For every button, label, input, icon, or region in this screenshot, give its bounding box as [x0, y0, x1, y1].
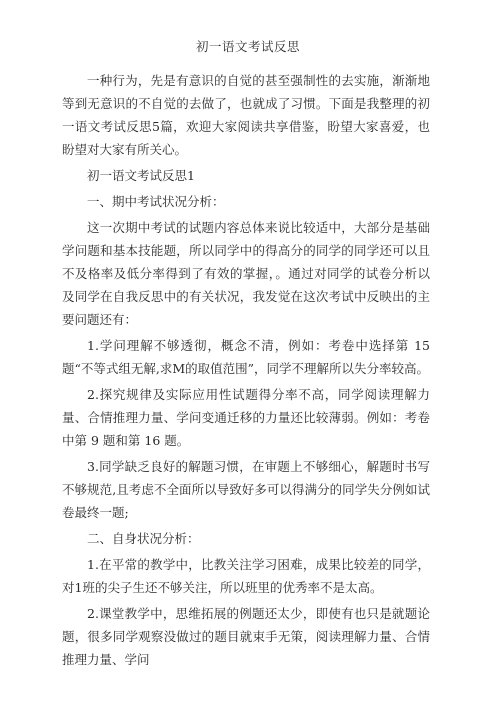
- section-heading-self-analysis: 二、自身状况分析：: [87, 531, 200, 546]
- list-item-self-2: 2.课堂教学中，思维拓展的例题还太少，即使有也只是就题论题，很多同学观察没做过的题目就束手无策，阅读理解力量、合情推理力量、学问: [62, 606, 430, 667]
- list-item-self-1: 1.在平常的教学中，比教关注学习困难，成果比较差的同学，对1班的尖子生还不够关注，所以班里的优秀率不是太高。: [62, 557, 430, 595]
- section-heading-reflection-1: 初一语文考试反思1: [87, 168, 195, 183]
- document-title: 初一语文考试反思: [195, 39, 300, 54]
- list-item-problem-1: 1.学问理解不够透彻，概念不清，例如：考卷中选择第 15 题“不等式组无解,求M的取值范围”，同学不理解所以失分率较高。: [62, 338, 430, 376]
- paragraph-exam-overview: 这一次期中考试的试题内容总体来说比较适中，大部分是基础学问题和基本技能题，所以同学中的得高分的同学的同学还可以且不及格率及低分率得到了有效的掌握，。通过对同学的试卷分析以及同学在自我反思中的有关状况，我发觉在这次考试中反映出的主要问题还有：: [62, 220, 430, 327]
- document-body: [62, 69, 430, 674]
- list-item-problem-3: 3.同学缺乏良好的解题习惯，在审题上不够细心，解题时书写不够规范,且考虑不全面所以导致好多可以得满分的同学失分例如试卷最终一题;: [62, 459, 430, 520]
- paragraph-intro: 一种行为，先是有意识的自觉的甚至强制性的去实施，渐渐地等到无意识的不自觉的去做了，也就成了习惯。下面是我整理的初一语文考试反思5篇，欢迎大家阅读共享借鉴，盼望大家喜爱，也盼望对大家有所关心。: [62, 73, 430, 157]
- list-item-problem-2: 2.探究规律及实际应用性试题得分率不高，同学阅读理解力量、合情推理力量、学问变通迁移的力量还比较薄弱。例如：考卷中第 9 题和第 16 题。: [62, 387, 430, 448]
- section-heading-exam-analysis: 一、期中考试状况分析：: [87, 194, 225, 209]
